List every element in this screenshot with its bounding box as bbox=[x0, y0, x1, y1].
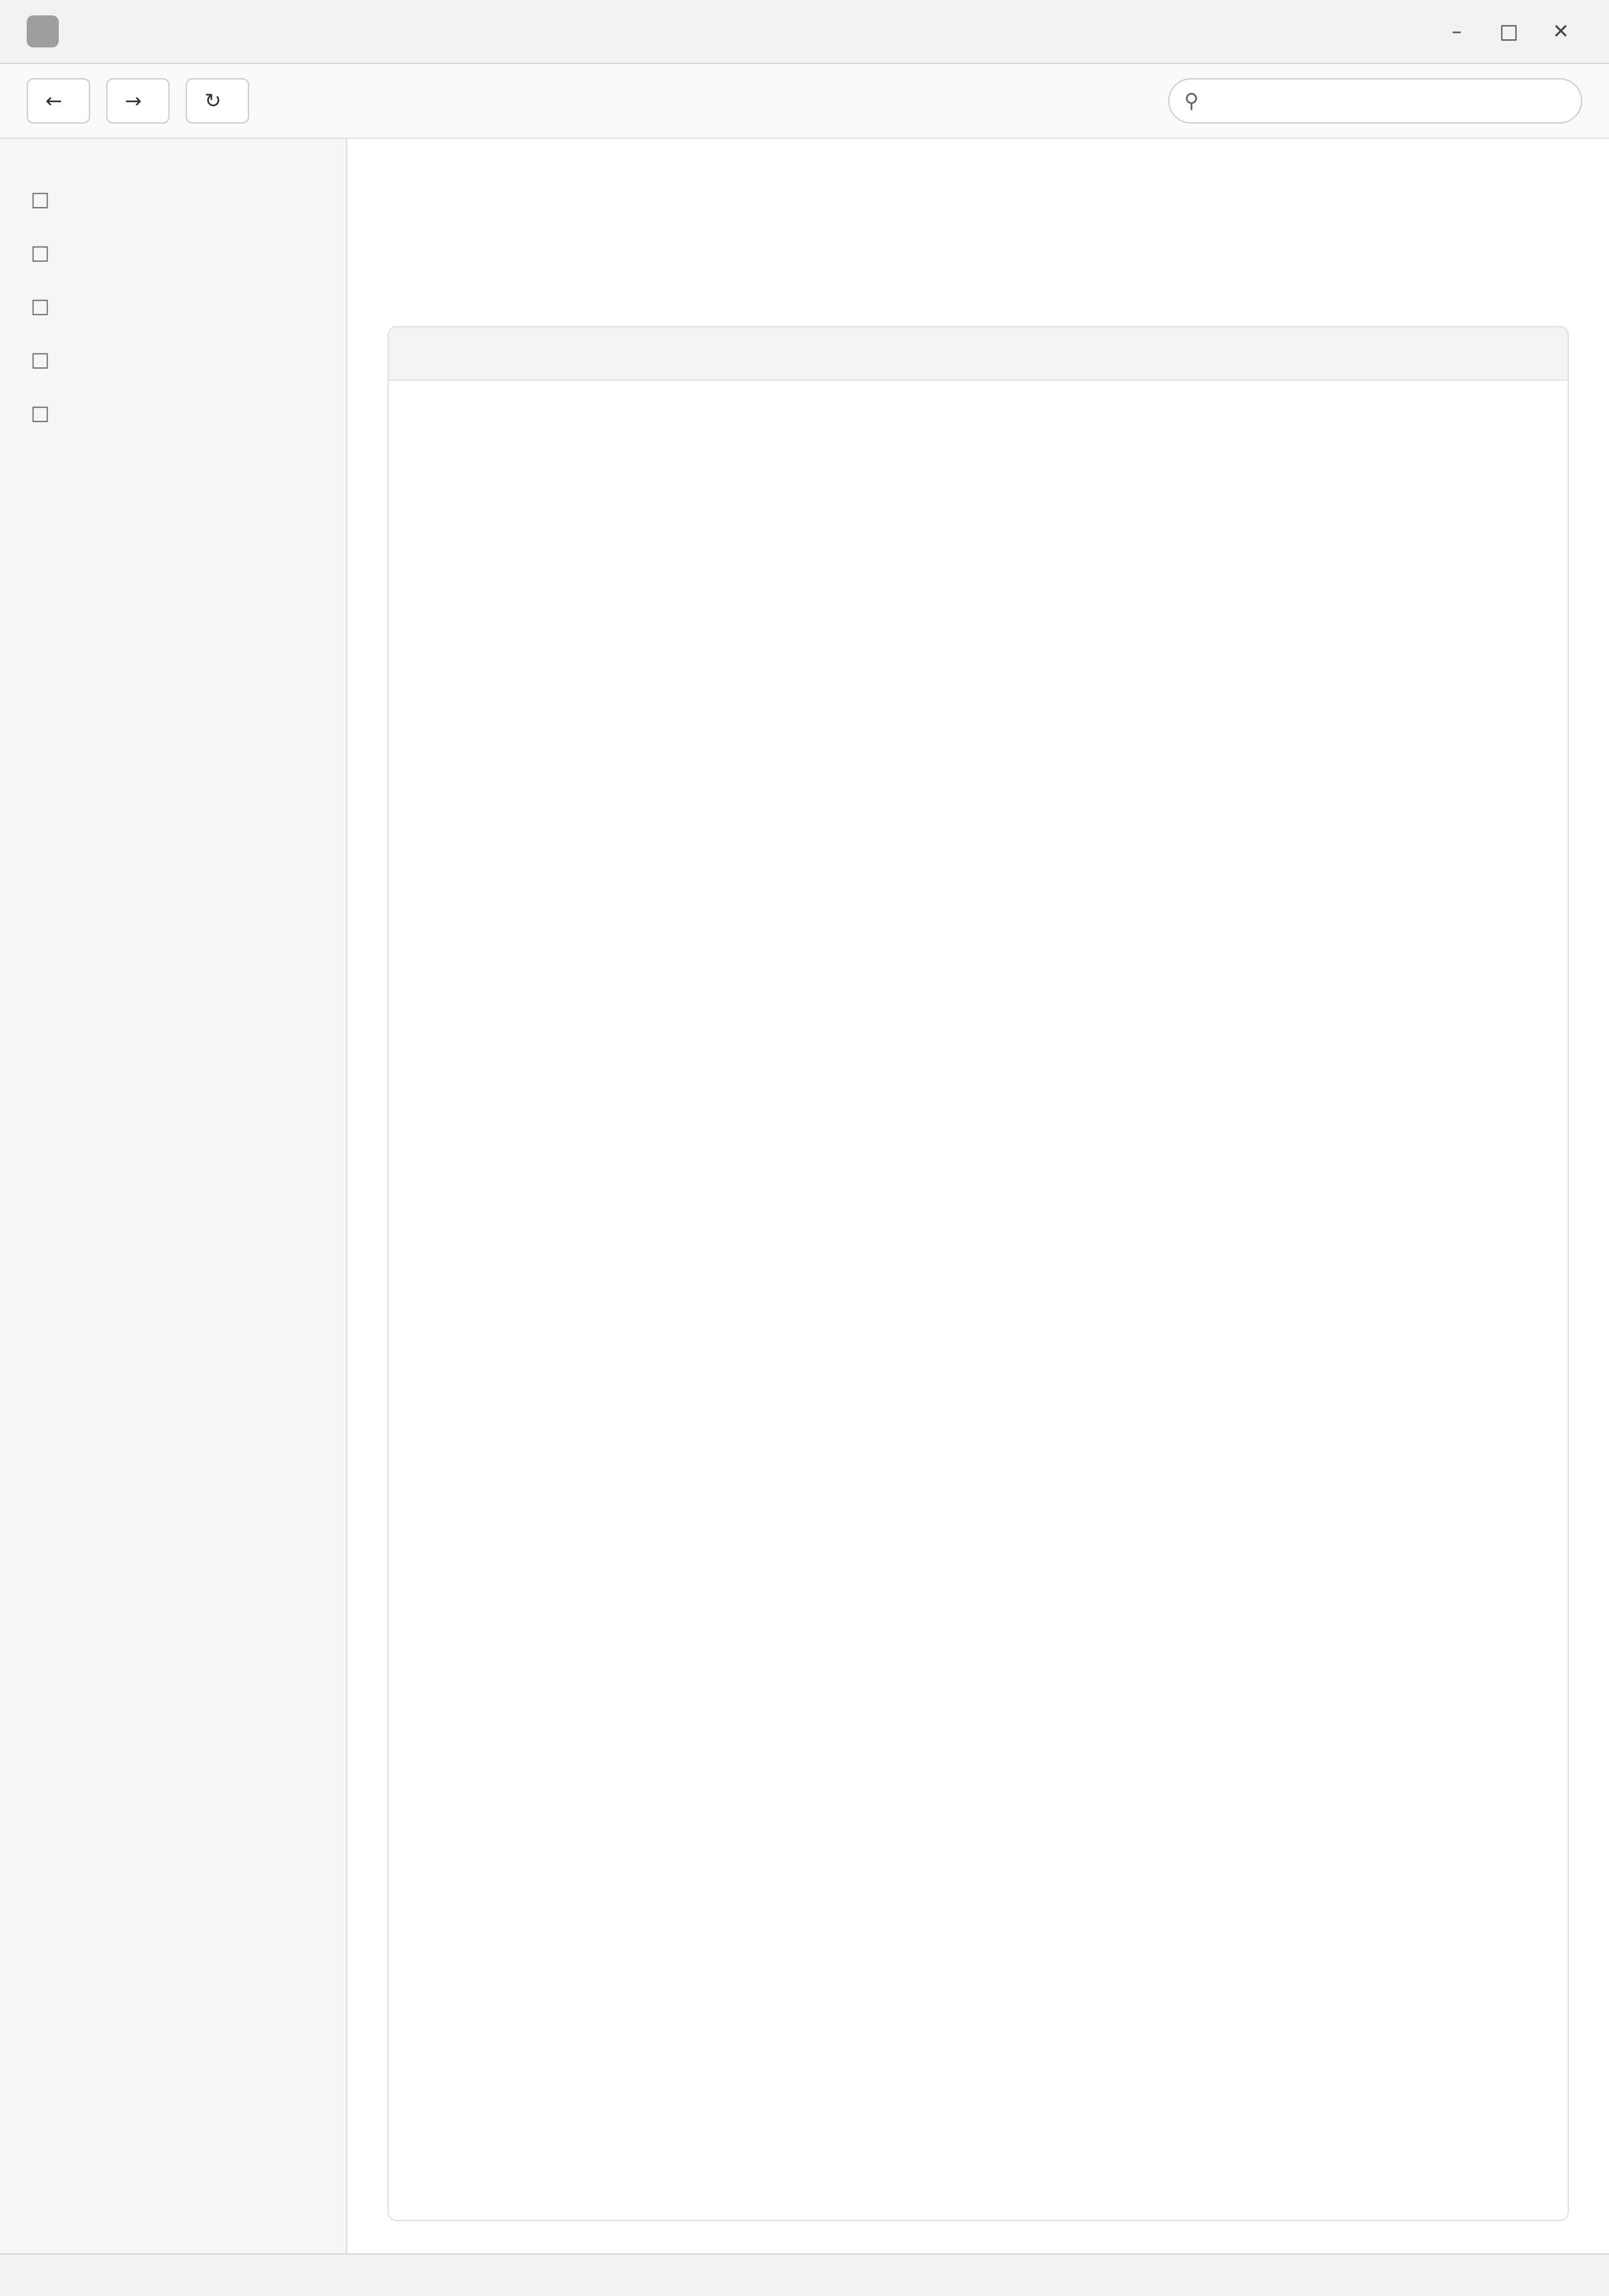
list-header bbox=[389, 327, 1568, 381]
search-input[interactable] bbox=[1208, 90, 1566, 112]
refresh-icon: ↻ bbox=[204, 89, 222, 113]
app-icon bbox=[27, 15, 59, 47]
sidebar-item[interactable] bbox=[0, 226, 346, 279]
refresh-button[interactable] bbox=[186, 78, 249, 124]
breadcrumb bbox=[387, 171, 1569, 194]
sidebar-item[interactable] bbox=[0, 172, 346, 226]
window-controls bbox=[1435, 13, 1582, 50]
close-button[interactable]: ✕ bbox=[1540, 13, 1582, 50]
status-bar bbox=[0, 2253, 1609, 2296]
back-button[interactable] bbox=[27, 78, 90, 124]
title-bar bbox=[0, 0, 1609, 64]
folder-icon: □ bbox=[30, 401, 50, 425]
arrow-right-icon: → bbox=[125, 89, 142, 113]
sidebar-item[interactable] bbox=[0, 279, 346, 333]
maximize-button[interactable]: □ bbox=[1487, 13, 1530, 50]
main-content bbox=[347, 139, 1609, 2253]
forward-button[interactable] bbox=[106, 78, 170, 124]
search-icon: ⚲ bbox=[1184, 89, 1199, 113]
arrow-left-icon: ← bbox=[45, 89, 63, 113]
list-body bbox=[389, 381, 1568, 2220]
content-panel bbox=[387, 326, 1569, 2221]
folder-icon: □ bbox=[30, 294, 50, 318]
search-box bbox=[1168, 78, 1582, 124]
sidebar-item[interactable] bbox=[0, 386, 346, 440]
folder-icon: □ bbox=[30, 347, 50, 371]
body-area bbox=[0, 139, 1609, 2253]
page-subtitle bbox=[387, 281, 1569, 305]
toolbar bbox=[0, 64, 1609, 139]
sidebar bbox=[0, 139, 347, 2253]
sidebar-item[interactable] bbox=[0, 333, 346, 386]
page-title bbox=[387, 215, 1569, 259]
sidebar-heading bbox=[0, 160, 346, 172]
minimize-button[interactable]: – bbox=[1435, 13, 1478, 50]
folder-icon: □ bbox=[30, 240, 50, 265]
folder-icon: □ bbox=[30, 187, 50, 211]
